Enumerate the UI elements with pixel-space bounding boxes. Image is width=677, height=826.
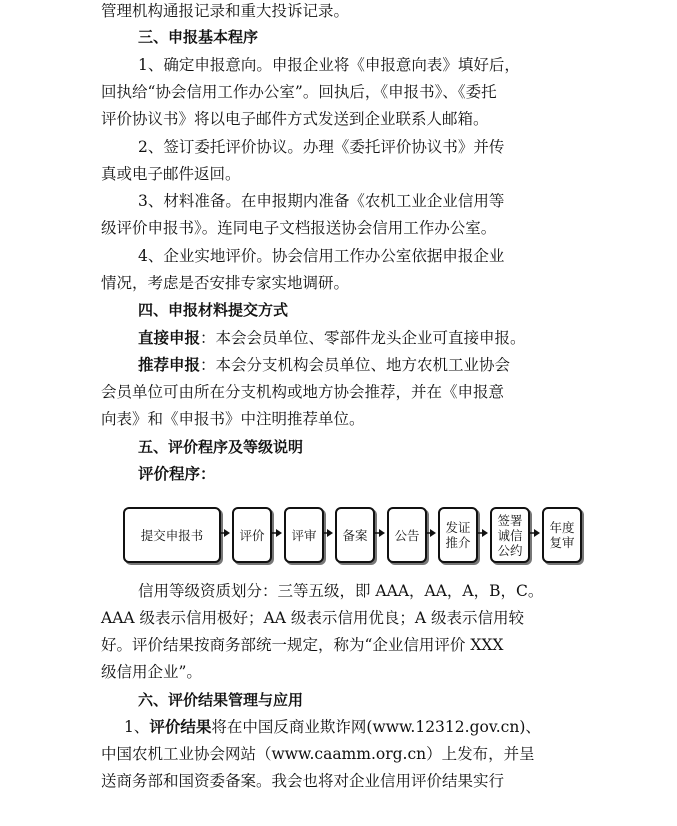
result-prefix: 1、 bbox=[124, 718, 150, 736]
text-line: 3、材料准备。在申报期内准备《农机工业企业信用等 bbox=[138, 192, 505, 210]
text-line: 级信用企业”。 bbox=[101, 663, 202, 681]
text-line: 级评价申报书》。连同电子文档报送协会信用工作办公室。 bbox=[101, 219, 497, 237]
direct-apply-line bbox=[138, 327, 526, 349]
section-heading-3: 三、申报基本程序 bbox=[138, 28, 259, 46]
text-line: 管理机构通报记录和重大投诉记录。 bbox=[101, 2, 350, 20]
arrow-icon bbox=[322, 527, 334, 539]
flow-step-label: 公约 bbox=[497, 542, 523, 558]
result-line bbox=[124, 716, 541, 738]
text-line: 好。评价结果按商务部统一规定，称为“企业信用评价 XXX bbox=[101, 636, 504, 654]
flow-step-label: 评价 bbox=[239, 527, 265, 543]
arrow-icon bbox=[425, 527, 437, 539]
arrow-icon bbox=[271, 527, 283, 539]
recommended-apply-line bbox=[138, 354, 510, 376]
arrow-icon bbox=[529, 527, 541, 539]
recommended-apply-text: ：本会分支机构会员单位、地方农机工业协会 bbox=[200, 356, 511, 374]
text-line: 2、签订委托评价协议。办理《委托评价协议书》并传 bbox=[138, 138, 505, 156]
recommended-apply-label: 推荐申报 bbox=[138, 356, 201, 374]
text-line: 中国农机工业协会网站（www.caamm.org.cn）上发布，并呈 bbox=[101, 745, 535, 763]
flow-step-label: 发证 bbox=[445, 520, 471, 535]
flow-step-label: 复审 bbox=[549, 535, 575, 550]
direct-apply-text: ：本会会员单位、零部件龙头企业可直接申报。 bbox=[200, 329, 526, 347]
section-heading-4: 四、申报材料提交方式 bbox=[138, 301, 289, 319]
flow-step-submit bbox=[123, 507, 221, 563]
text-line: 1、确定申报意向。申报企业将《申报意向表》填好后， bbox=[138, 56, 520, 74]
flow-step-evaluate bbox=[232, 507, 272, 563]
text-line: 回执给“协会信用工作办公室”。回执后，《申报书》、《委托 bbox=[101, 83, 497, 101]
flow-step-label: 公告 bbox=[394, 527, 420, 543]
direct-apply-label: 直接申报 bbox=[138, 329, 201, 347]
flow-step-label: 评审 bbox=[291, 527, 317, 543]
arrow-icon bbox=[374, 527, 386, 539]
result-text: 将在中国反商业欺诈网(www.12312.gov.cn)、 bbox=[211, 718, 541, 736]
text-line: 会员单位可由所在分支机构或地方协会推荐，并在《申报意 bbox=[101, 383, 505, 401]
text-line: 送商务部和国资委备案。我会也将对企业信用评价结果实行 bbox=[101, 772, 505, 790]
flow-step-label: 推介 bbox=[445, 535, 471, 550]
flow-step-label: 提交申报书 bbox=[140, 527, 204, 543]
flow-step-label: 诚信 bbox=[497, 527, 523, 543]
section-heading-6: 六、评价结果管理与应用 bbox=[138, 691, 304, 709]
text-line: 向表》和《申报书》中注明推荐单位。 bbox=[101, 410, 365, 428]
flow-step-announce bbox=[387, 507, 427, 563]
text-line: 评价协议书》将以电子邮件方式发送到企业联系人邮箱。 bbox=[101, 110, 489, 128]
text-line: 信用等级资质划分：三等五级，即 AAA，AA，A，B，C。 bbox=[138, 582, 544, 600]
text-line: 4、企业实地评价。协会信用工作办公室依据申报企业 bbox=[138, 247, 505, 265]
flow-step-label: 年度 bbox=[549, 520, 575, 535]
flow-step-pledge bbox=[490, 507, 530, 563]
process-label: 评价程序： bbox=[138, 465, 216, 483]
text-line: 真或电子邮件返回。 bbox=[101, 165, 241, 183]
arrow-icon bbox=[219, 527, 231, 539]
text-line: 情况，考虑是否安排专家实地调研。 bbox=[101, 274, 350, 292]
flow-step-certify bbox=[438, 507, 478, 563]
result-label: 评价结果 bbox=[149, 718, 212, 736]
flow-step-label: 签署 bbox=[497, 512, 523, 528]
section-heading-5: 五、评价程序及等级说明 bbox=[138, 438, 304, 456]
arrow-icon bbox=[477, 527, 489, 539]
flow-step-review bbox=[284, 507, 324, 563]
text-line: AAA 级表示信用极好；AA 级表示信用优良；A 级表示信用较 bbox=[101, 609, 524, 627]
flow-step-label: 备案 bbox=[342, 527, 368, 543]
flow-step-record bbox=[335, 507, 375, 563]
flow-step-annual-review bbox=[542, 507, 582, 563]
